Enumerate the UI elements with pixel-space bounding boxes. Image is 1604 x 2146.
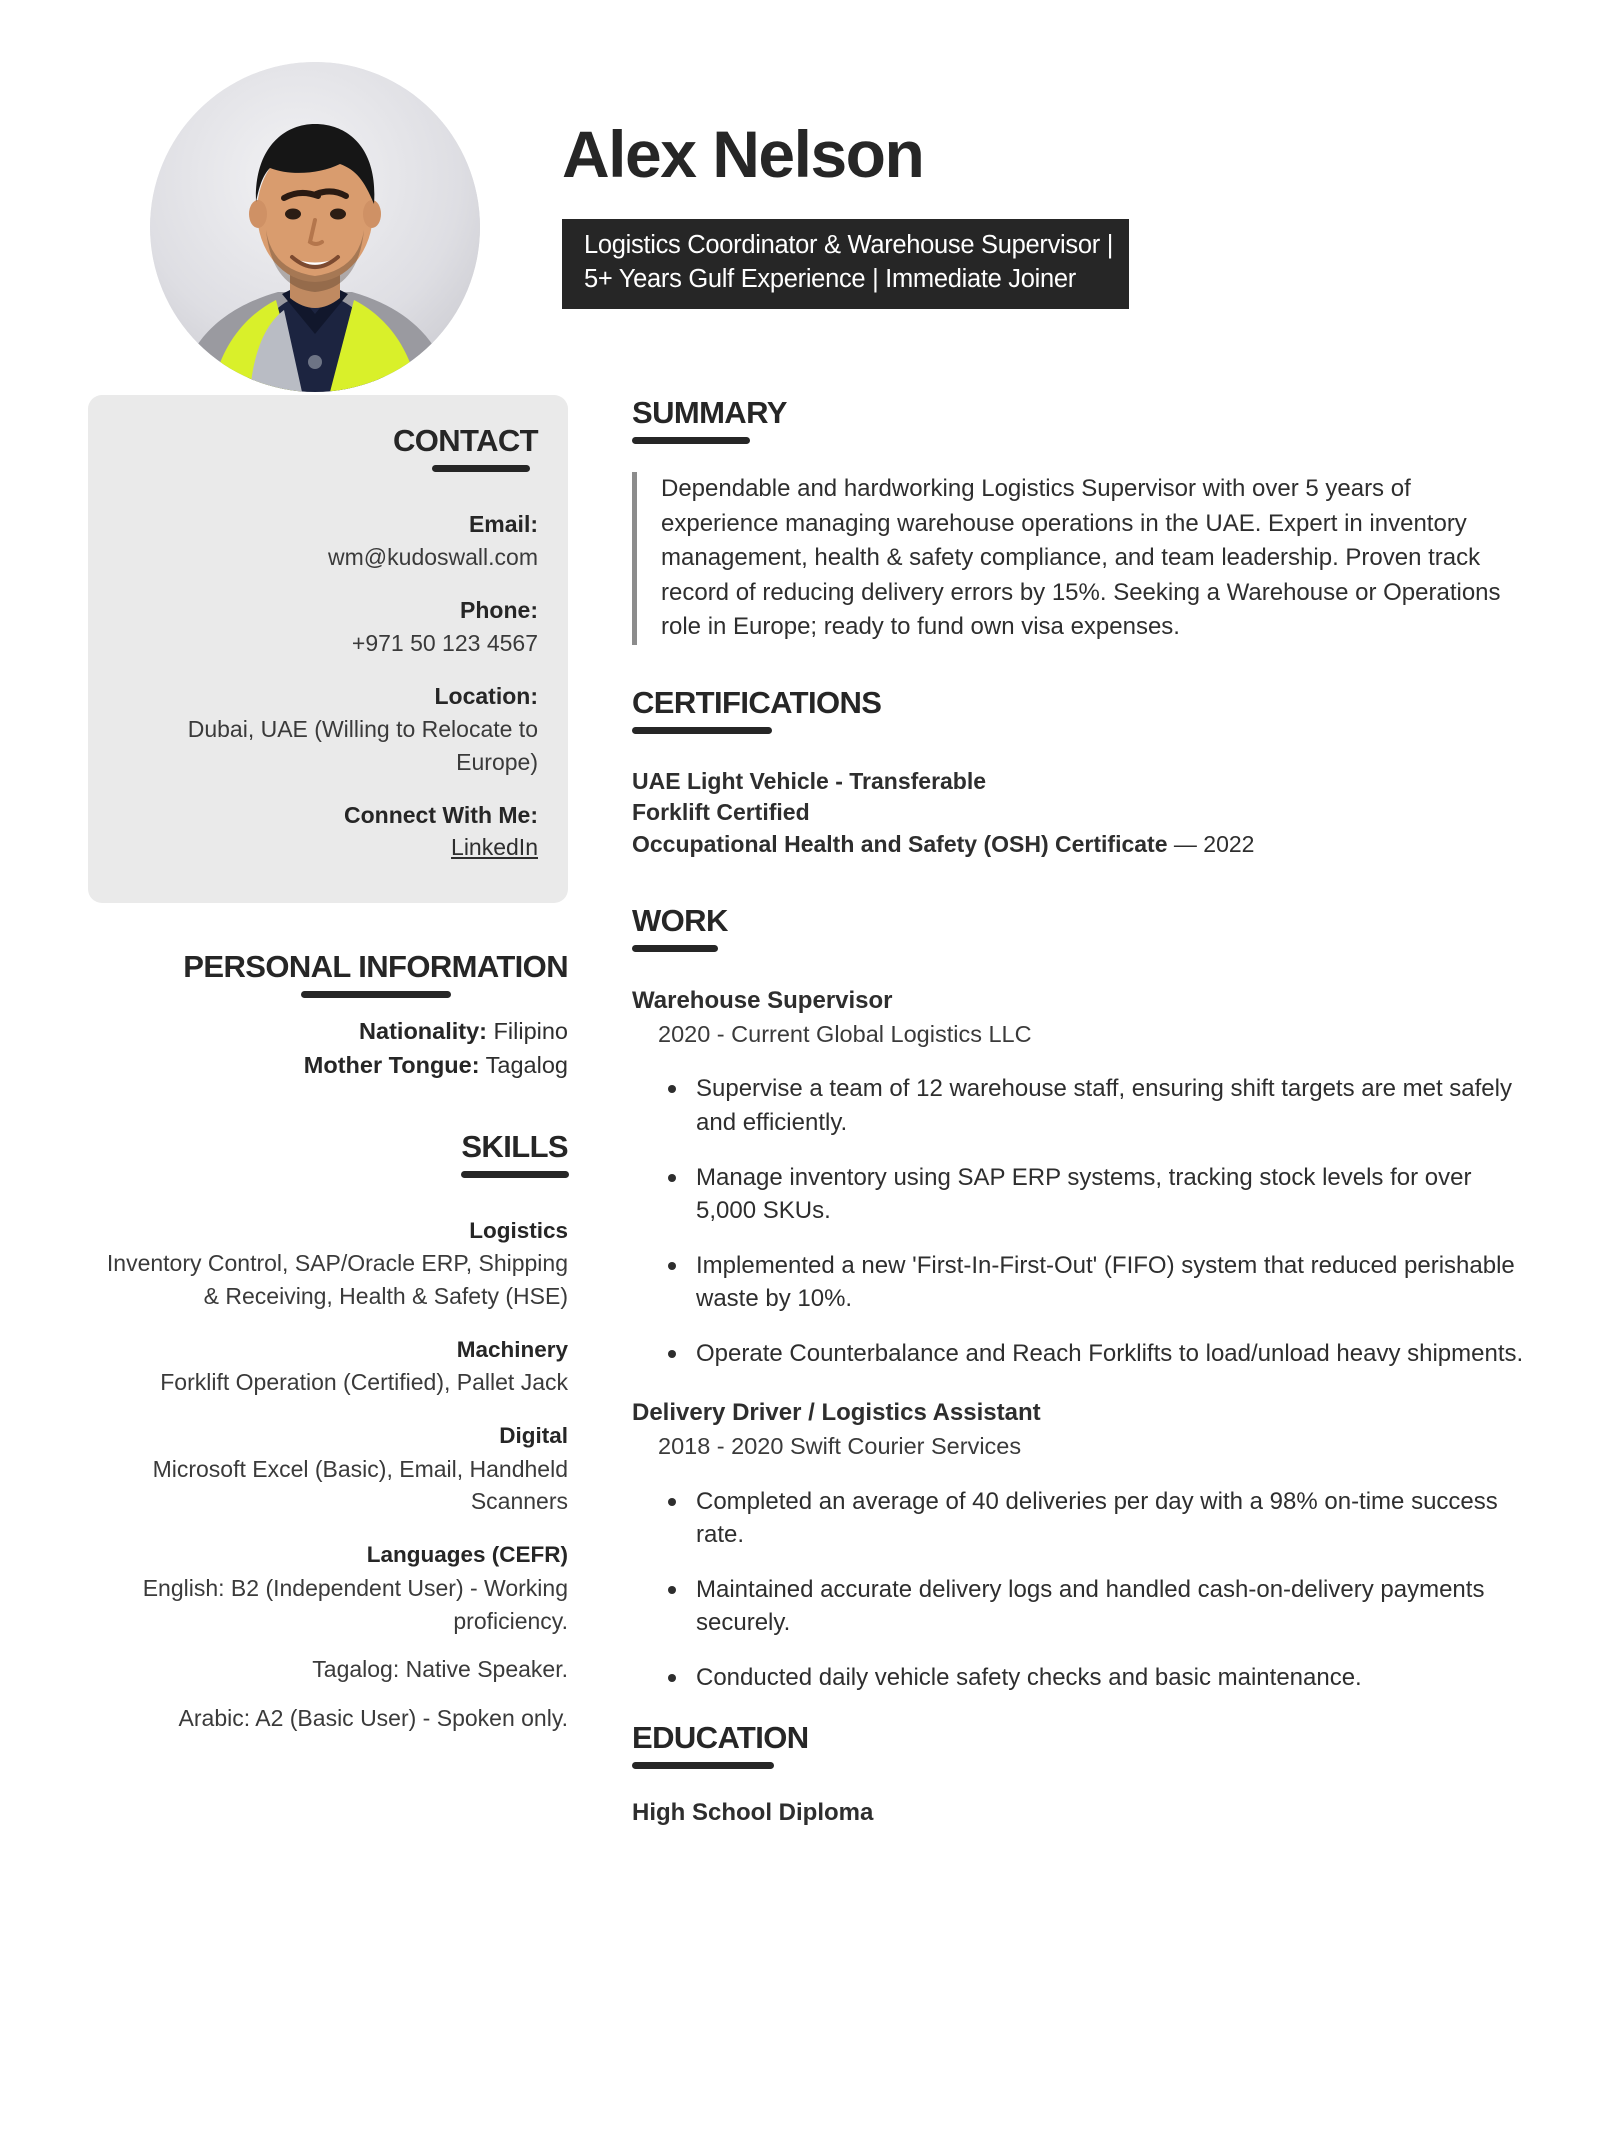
nationality-value: Filipino [493,1018,568,1044]
summary-heading: SUMMARY [632,395,787,444]
email-label: Email: [468,511,538,537]
personal-row-nationality [88,1014,568,1048]
mother-tongue-value: Tagalog [485,1052,568,1079]
job-bullet-list [632,1072,1534,1370]
summary-text: Dependable and hardworking Logistics Supervisor with over 5 years of experience managing warehouse operations in the UAE. Expert in inventory management, health & safety compliance, and team leadership. Proven track record of reducing delivery errors by 15%. Seeking a Warehouse or Operations role in Europe; ready to fund own visa expenses. [632,472,1534,645]
job-title-banner [562,219,1129,308]
job-title-line-2: 5+ Years Gulf Experience | Immediate Joiner [584,264,1076,293]
job-bullet-list [632,1485,1534,1695]
skill-group-body: Microsoft Excel (Basic), Email, Handheld Scanners [152,1455,568,1515]
job-title: Warehouse Supervisor [632,986,893,1014]
linkedin-link[interactable]: LinkedIn [451,834,538,860]
certification-name: Occupational Health and Safety (OSH) Certificate [632,831,1168,858]
location-value: Dubai, UAE (Willing to Relocate to Europe) [187,716,538,775]
work-entry-2 [632,1396,1534,1694]
job-meta: 2020 - Current Global Logistics LLC [658,1020,1032,1047]
work-section [632,903,1534,1694]
skill-group-title: Machinery [456,1336,568,1362]
header-text [480,62,1534,309]
certifications-list [632,766,1534,861]
email-value[interactable]: wm@kudoswall.com [328,544,538,571]
skill-group-title: Digital [499,1423,568,1449]
job-bullet: Completed an average of 40 deliveries per day with a 98% on-time success rate. [632,1485,1534,1551]
skill-group-languages [88,1538,568,1734]
personal-row-mother-tongue [88,1048,568,1082]
certification-name: UAE Light Vehicle - Transferable [632,767,987,794]
job-title: Delivery Driver / Logistics Assistant [632,1399,1041,1427]
certifications-heading: CERTIFICATIONS [632,685,881,734]
certification-item [632,797,1534,829]
skills-section [88,1129,568,1735]
location-label: Location: [434,683,538,709]
summary-section [632,395,1534,645]
skill-group-digital [88,1419,568,1518]
job-bullet: Operate Counterbalance and Reach Forklifts to load/unload heavy shipments. [632,1337,1534,1370]
education-title: High School Diploma [632,1799,874,1827]
nationality-label: Nationality: [359,1018,488,1044]
certification-year: — 2022 [1167,831,1255,858]
job-meta: 2018 - 2020 Swift Courier Services [658,1432,1022,1459]
skill-group-title: Logistics [469,1217,568,1243]
resume-header [0,0,1604,395]
job-title-line-1: Logistics Coordinator & Warehouse Supervisor | [584,231,1114,260]
job-bullet: Supervise a team of 12 warehouse staff, ensuring shift targets are met safely and efficiently. [632,1072,1534,1138]
work-heading: WORK [632,903,728,952]
contact-heading: CONTACT [393,423,538,472]
main-column [568,395,1534,1833]
job-bullet: Manage inventory using SAP ERP systems, tracking stock levels for over 5,000 SKUs. [632,1161,1534,1227]
mother-tongue-label: Mother Tongue: [303,1052,480,1079]
profile-photo [150,62,480,392]
certification-item [632,766,1534,798]
skills-heading: SKILLS [461,1129,568,1178]
language-item: English: B2 (Independent User) - Working proficiency. [142,1574,568,1634]
language-item: Tagalog: Native Speaker. [312,1656,568,1683]
work-entry-1 [632,984,1534,1370]
candidate-name: Alex Nelson [562,117,924,191]
certification-name: Forklift Certified [632,799,810,826]
certifications-section [632,685,1534,861]
connect-label: Connect With Me: [344,801,538,828]
contact-card [88,395,568,903]
skill-group-logistics [88,1214,568,1313]
job-bullet: Conducted daily vehicle safety checks and basic maintenance. [632,1661,1534,1694]
phone-label: Phone: [460,597,538,623]
phone-value[interactable]: +971 50 123 4567 [351,630,538,657]
job-bullet: Maintained accurate delivery logs and handled cash-on-delivery payments securely. [632,1573,1534,1639]
education-heading: EDUCATION [632,1720,809,1769]
education-entry [632,1799,1534,1827]
language-item: Arabic: A2 (Basic User) - Spoken only. [178,1704,568,1731]
profile-photo-illustration [150,62,480,392]
skill-group-body: Forklift Operation (Certified), Pallet Jack [160,1369,568,1396]
certification-item [632,829,1534,861]
personal-information-section [88,949,568,1083]
languages-title: Languages (CEFR) [366,1542,568,1568]
resume-body [0,395,1604,1833]
personal-information-heading: PERSONAL INFORMATION [183,949,568,998]
skill-group-body: Inventory Control, SAP/Oracle ERP, Shipping & Receiving, Health & Safety (HSE) [106,1250,568,1309]
job-bullet: Implemented a new 'First-In-First-Out' (FIFO) system that reduced perishable waste by 10%. [632,1249,1534,1315]
education-section [632,1720,1534,1827]
sidebar-column [88,395,568,1735]
skill-group-machinery [88,1333,568,1399]
